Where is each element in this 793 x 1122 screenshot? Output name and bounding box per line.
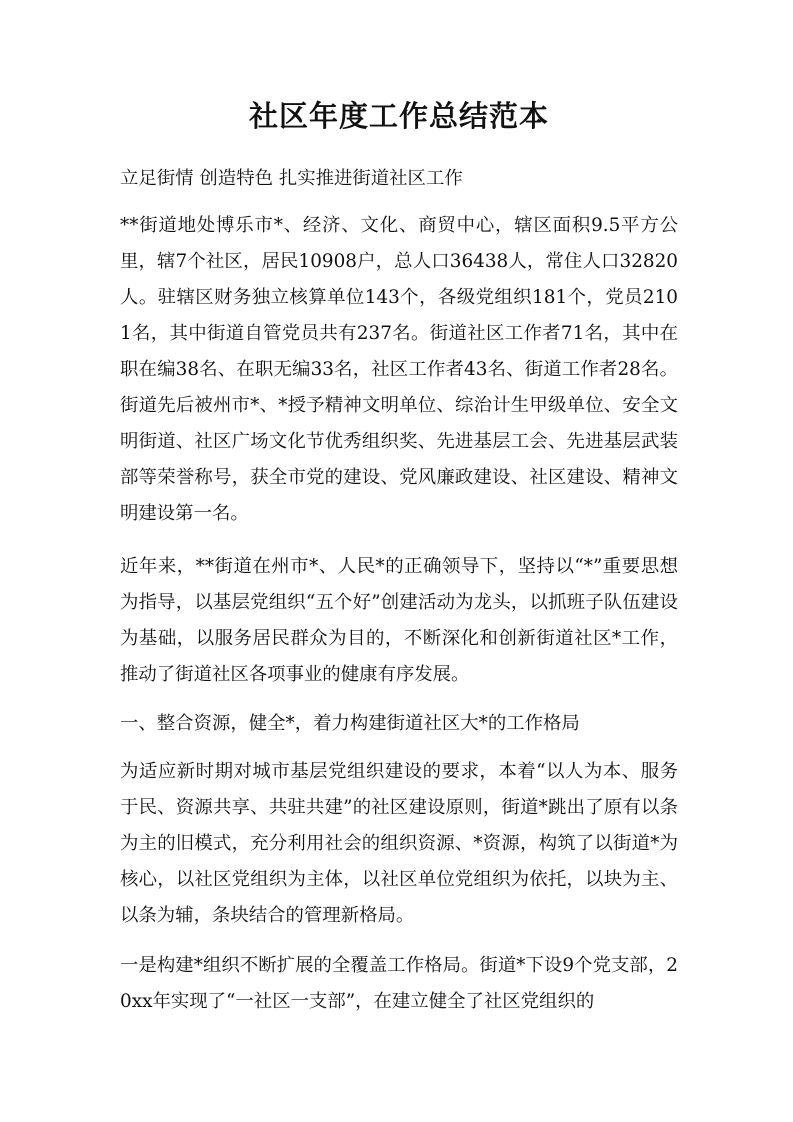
body-paragraph: 为适应新时期对城市基层党组织建设的要求，本着“以人为本、服务于民、资源共享、共驻共建”的社区建设原则，街道*跳出了原有以条为主的旧模式，充分利用社会的组织资源、*资源，构筑了以街道*为核心，以社区党组织为主体，以社区单位党组织为依托，以块为主、以条为辅，条块结合的管理新格局。 <box>120 761 678 926</box>
subtitle-paragraph: 立足街情 创造特色 扎实推进街道社区工作 <box>120 168 463 189</box>
body-paragraph: 近年来，**街道在州市*、人民*的正确领导下，坚持以“*”重要思想为指导，以基层党组织“五个好”创建活动为龙头，以抓班子队伍建设为基础，以服务居民群众为目的，不断深化和创新街道社区*工作，推动了街道社区各项事业的健康有序发展。 <box>120 556 678 685</box>
document-title: 社区年度工作总结范本 <box>248 99 549 133</box>
body-paragraph: **街道地处博乐市*、经济、文化、商贸中心，辖区面积9.5平方公里，辖7个社区，居民10908户，总人口36438人，常住人口32820人。驻辖区财务独立核算单位143个，各级党组织181个，党员2101名，其中街道自管党员共有237名。街道社区工作者71名，其中在职在编38名、在职无编33名，社区工作者43名、街道工作者28名。街道先后被州市*、*授予精神文明单位、综治计生甲级单位、安全文明街道、社区广场文化节优秀组织奖、先进基层工会、先进基层武装部等荣誉称号，获全市党的建设、党风廉政建设、社区建设、精神文明建设第一名。 <box>120 215 678 524</box>
section-heading: 一、整合资源，健全*，着力构建街道社区大*的工作格局 <box>120 713 580 734</box>
body-paragraph: 一是构建*组织不断扩展的全覆盖工作格局。街道*下设9个党支部，20xx年实现了“一社区一支部”，在建立健全了社区党组织的 <box>120 955 678 1012</box>
